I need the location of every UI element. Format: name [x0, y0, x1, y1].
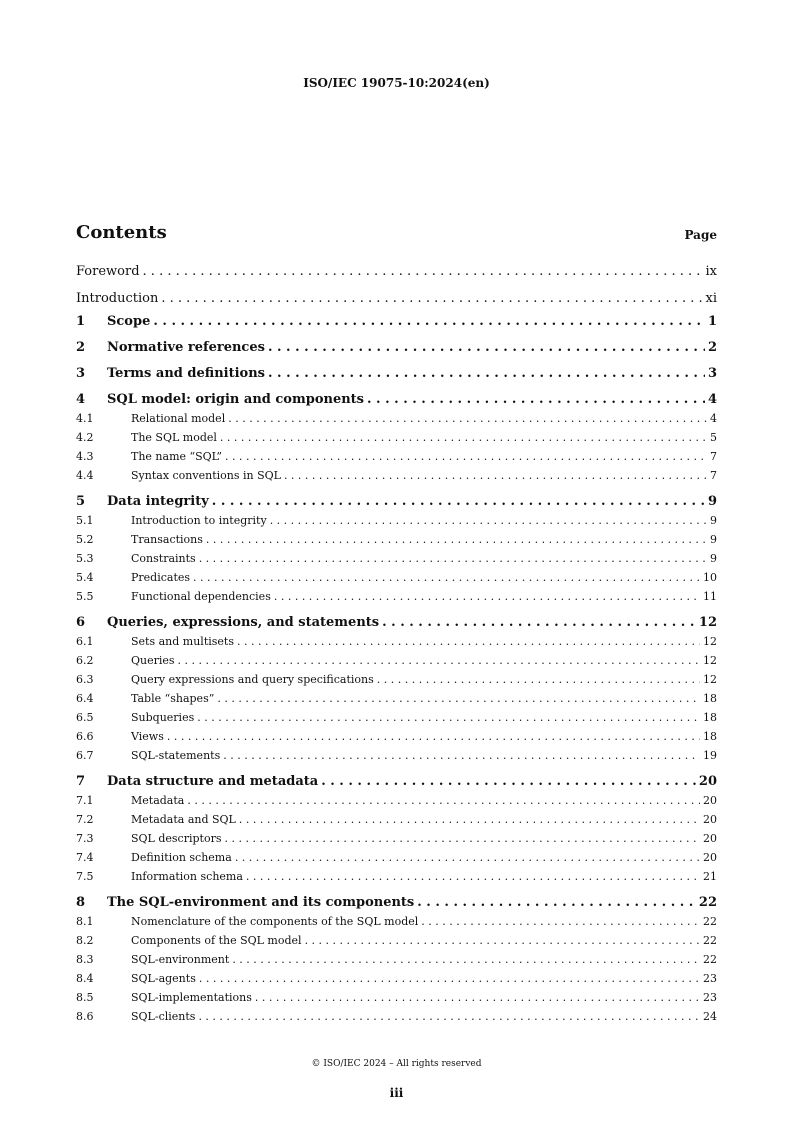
- dot-leader: [224, 829, 700, 848]
- toc-entry[interactable]: [76, 409, 717, 428]
- toc-entry-title: Normative references: [107, 340, 265, 355]
- dot-leader: [143, 258, 703, 285]
- toc-entry-page: 12: [698, 615, 717, 630]
- toc-entry-page: 19: [703, 749, 717, 762]
- toc-entry-number: 4: [76, 392, 86, 407]
- toc-entry-title: Components of the SQL model: [131, 934, 302, 947]
- toc-entry-number: 7.3: [76, 832, 94, 845]
- dot-leader: [246, 867, 700, 886]
- dot-leader: [197, 708, 700, 727]
- toc-entry[interactable]: [76, 530, 717, 549]
- toc-entry[interactable]: [76, 587, 717, 606]
- toc-entry-title: Table “shapes”: [131, 692, 215, 705]
- dot-leader: [199, 549, 707, 568]
- toc-entry-number: 8.1: [76, 915, 94, 928]
- toc-entry-title: Data structure and metadata: [107, 774, 319, 789]
- dot-leader: [270, 511, 707, 530]
- toc-entry-number: 6.5: [76, 711, 94, 724]
- toc-entry[interactable]: [76, 651, 717, 670]
- dot-leader: [193, 568, 700, 587]
- toc-entry-page: 18: [703, 692, 717, 705]
- toc-entry-title: Subqueries: [131, 711, 195, 724]
- toc-entry-number: 8.6: [76, 1010, 94, 1023]
- toc-entry-number: 7.2: [76, 813, 94, 826]
- toc-entry-number: 1: [76, 314, 86, 329]
- toc-entry-number: 4.2: [76, 431, 94, 444]
- dot-leader: [305, 931, 700, 950]
- toc-entry-number: 6.2: [76, 654, 94, 667]
- dot-leader: [199, 969, 700, 988]
- toc-entry-number: 6.7: [76, 749, 94, 762]
- page-number: iii: [389, 1086, 404, 1100]
- toc-entry-title: The SQL model: [131, 431, 217, 444]
- toc-entry-number: 3: [76, 366, 86, 381]
- toc-entry-number: 8.3: [76, 953, 94, 966]
- toc-entry-page: 24: [703, 1010, 717, 1023]
- toc-entry[interactable]: [76, 867, 717, 886]
- toc-entry-number: 4.3: [76, 450, 94, 463]
- toc-entry-title: Syntax conventions in SQL: [131, 469, 281, 482]
- toc-entry[interactable]: [76, 689, 717, 708]
- contents-heading: Contents: [76, 222, 167, 243]
- toc-entry-number: 7: [76, 774, 86, 789]
- toc-entry[interactable]: [76, 708, 717, 727]
- toc-entry-page: 3: [707, 366, 717, 381]
- toc-entry-title: The SQL-environment and its components: [107, 895, 415, 910]
- table-of-contents: [76, 258, 717, 1026]
- toc-entry[interactable]: [76, 568, 717, 587]
- toc-entry-page: xi: [705, 291, 717, 306]
- toc-entry-number: 6.3: [76, 673, 94, 686]
- toc-entry-number: 6.6: [76, 730, 94, 743]
- toc-entry-title: The name “SQL”: [131, 450, 222, 463]
- toc-entry-number: 7.4: [76, 851, 94, 864]
- dot-leader: [206, 530, 707, 549]
- toc-entry-title: Predicates: [131, 571, 191, 584]
- toc-entry-page: ix: [705, 264, 717, 279]
- toc-entry-title: Query expressions and query specifications: [131, 673, 374, 686]
- toc-entry-title: Terms and definitions: [107, 366, 265, 381]
- toc-entry[interactable]: [76, 829, 717, 848]
- toc-entry[interactable]: [76, 258, 717, 285]
- toc-entry-title: Metadata: [131, 794, 185, 807]
- toc-entry-page: 12: [703, 673, 717, 686]
- toc-entry-title: SQL-environment: [131, 953, 230, 966]
- toc-entry[interactable]: [76, 549, 717, 568]
- toc-entry-title: Introduction: [76, 291, 159, 306]
- dot-leader: [198, 1007, 700, 1026]
- toc-entry-title: SQL model: origin and components: [107, 392, 364, 407]
- toc-entry[interactable]: [76, 848, 717, 867]
- toc-entry-title: Transactions: [131, 533, 203, 546]
- dot-leader: [421, 912, 700, 931]
- page-column-label: Page: [684, 228, 717, 242]
- toc-entry-title: Nomenclature of the components of the SQL model: [131, 915, 419, 928]
- dot-leader: [382, 613, 696, 632]
- toc-entry-page: 23: [703, 991, 717, 1004]
- toc-entry-number: 5: [76, 494, 86, 509]
- toc-entry[interactable]: [76, 390, 717, 409]
- toc-entry-page: 4: [707, 392, 717, 407]
- toc-entry-title: Views: [131, 730, 164, 743]
- toc-entry-number: 6.4: [76, 692, 94, 705]
- toc-entry[interactable]: [76, 364, 717, 383]
- toc-entry-page: 18: [703, 730, 717, 743]
- toc-entry-page: 9: [710, 552, 717, 565]
- toc-entry-title: Definition schema: [131, 851, 232, 864]
- toc-entry-page: 22: [703, 953, 717, 966]
- dot-leader: [237, 632, 700, 651]
- toc-entry-number: 7.1: [76, 794, 94, 807]
- toc-entry[interactable]: [76, 428, 717, 447]
- toc-entry-page: 20: [698, 774, 717, 789]
- toc-entry-number: 5.4: [76, 571, 94, 584]
- toc-entry-title: SQL-clients: [131, 1010, 196, 1023]
- dot-leader: [167, 727, 700, 746]
- dot-leader: [367, 390, 705, 409]
- toc-entry-page: 4: [710, 412, 717, 425]
- toc-entry-page: 20: [703, 794, 717, 807]
- toc-entry-title: Metadata and SQL: [131, 813, 236, 826]
- dot-leader: [274, 587, 700, 606]
- toc-entry[interactable]: [76, 447, 717, 466]
- toc-entry[interactable]: [76, 1007, 717, 1026]
- toc-entry-page: 23: [703, 972, 717, 985]
- toc-entry-number: 5.3: [76, 552, 94, 565]
- toc-entry-page: 22: [703, 915, 717, 928]
- document-header: ISO/IEC 19075-10:2024(en): [303, 76, 490, 90]
- toc-entry-number: 5.1: [76, 514, 94, 527]
- toc-entry-page: 21: [703, 870, 717, 883]
- toc-entry[interactable]: [76, 338, 717, 357]
- toc-entry-number: 5.5: [76, 590, 94, 603]
- toc-entry[interactable]: [76, 670, 717, 689]
- toc-entry[interactable]: [76, 312, 717, 331]
- toc-entry-number: 8.5: [76, 991, 94, 1004]
- toc-entry-title: Introduction to integrity: [131, 514, 267, 527]
- dot-leader: [212, 492, 705, 511]
- toc-entry[interactable]: [76, 466, 717, 485]
- toc-entry-title: SQL-implementations: [131, 991, 252, 1004]
- toc-entry-number: 5.2: [76, 533, 94, 546]
- toc-entry-number: 7.5: [76, 870, 94, 883]
- toc-entry[interactable]: [76, 791, 717, 810]
- toc-entry-page: 20: [703, 813, 717, 826]
- toc-entry[interactable]: [76, 613, 717, 632]
- toc-entry-title: Queries: [131, 654, 175, 667]
- toc-entry-number: 8: [76, 895, 86, 910]
- toc-entry-page: 18: [703, 711, 717, 724]
- toc-entry-title: Foreword: [76, 264, 140, 279]
- toc-entry-number: 4.1: [76, 412, 94, 425]
- dot-leader: [377, 670, 700, 689]
- toc-entry[interactable]: [76, 810, 717, 829]
- toc-entry[interactable]: [76, 969, 717, 988]
- dot-leader: [255, 988, 700, 1007]
- dot-leader: [232, 950, 700, 969]
- dot-leader: [235, 848, 700, 867]
- toc-entry[interactable]: [76, 492, 717, 511]
- dot-leader: [321, 772, 696, 791]
- toc-entry-page: 1: [707, 314, 717, 329]
- toc-entry-title: Functional dependencies: [131, 590, 271, 603]
- toc-entry-page: 11: [703, 590, 717, 603]
- toc-entry[interactable]: [76, 285, 717, 312]
- dot-leader: [228, 409, 707, 428]
- toc-entry-title: Relational model: [131, 412, 226, 425]
- toc-entry-number: 6.1: [76, 635, 94, 648]
- toc-entry-title: SQL-agents: [131, 972, 196, 985]
- toc-entry-title: SQL-statements: [131, 749, 221, 762]
- toc-entry-page: 7: [710, 450, 717, 463]
- dot-leader: [417, 893, 696, 912]
- toc-entry-page: 5: [710, 431, 717, 444]
- toc-entry-number: 4.4: [76, 469, 94, 482]
- toc-entry-number: 6: [76, 615, 86, 630]
- toc-entry-title: Constraints: [131, 552, 196, 565]
- toc-entry-title: Queries, expressions, and statements: [107, 615, 380, 630]
- toc-entry-page: 20: [703, 851, 717, 864]
- toc-entry[interactable]: [76, 746, 717, 765]
- toc-entry-page: 2: [707, 340, 717, 355]
- toc-entry[interactable]: [76, 988, 717, 1007]
- dot-leader: [153, 312, 705, 331]
- dot-leader: [239, 810, 700, 829]
- toc-entry-title: Sets and multisets: [131, 635, 234, 648]
- toc-entry[interactable]: [76, 511, 717, 530]
- dot-leader: [220, 428, 707, 447]
- toc-entry[interactable]: [76, 727, 717, 746]
- dot-leader: [268, 338, 705, 357]
- toc-entry[interactable]: [76, 893, 717, 912]
- dot-leader: [225, 447, 707, 466]
- toc-entry-page: 22: [703, 934, 717, 947]
- dot-leader: [178, 651, 700, 670]
- copyright-notice: © ISO/IEC 2024 – All rights reserved: [311, 1059, 482, 1069]
- toc-entry[interactable]: [76, 950, 717, 969]
- toc-entry-page: 9: [707, 494, 717, 509]
- toc-entry-number: 8.4: [76, 972, 94, 985]
- dot-leader: [217, 689, 700, 708]
- toc-entry-page: 10: [703, 571, 717, 584]
- toc-entry[interactable]: [76, 772, 717, 791]
- toc-entry-title: SQL descriptors: [131, 832, 222, 845]
- toc-entry-page: 9: [710, 514, 717, 527]
- toc-entry-title: Scope: [107, 314, 151, 329]
- toc-entry-page: 7: [710, 469, 717, 482]
- dot-leader: [187, 791, 700, 810]
- toc-entry-page: 12: [703, 654, 717, 667]
- toc-entry-number: 2: [76, 340, 86, 355]
- dot-leader: [268, 364, 705, 383]
- toc-entry-title: Information schema: [131, 870, 243, 883]
- toc-entry-page: 22: [698, 895, 717, 910]
- toc-entry[interactable]: [76, 912, 717, 931]
- toc-entry-page: 12: [703, 635, 717, 648]
- dot-leader: [284, 466, 707, 485]
- toc-entry-number: 8.2: [76, 934, 94, 947]
- toc-entry-title: Data integrity: [107, 494, 209, 509]
- toc-entry-page: 9: [710, 533, 717, 546]
- toc-entry[interactable]: [76, 632, 717, 651]
- toc-entry-page: 20: [703, 832, 717, 845]
- dot-leader: [161, 285, 702, 312]
- dot-leader: [223, 746, 700, 765]
- toc-entry[interactable]: [76, 931, 717, 950]
